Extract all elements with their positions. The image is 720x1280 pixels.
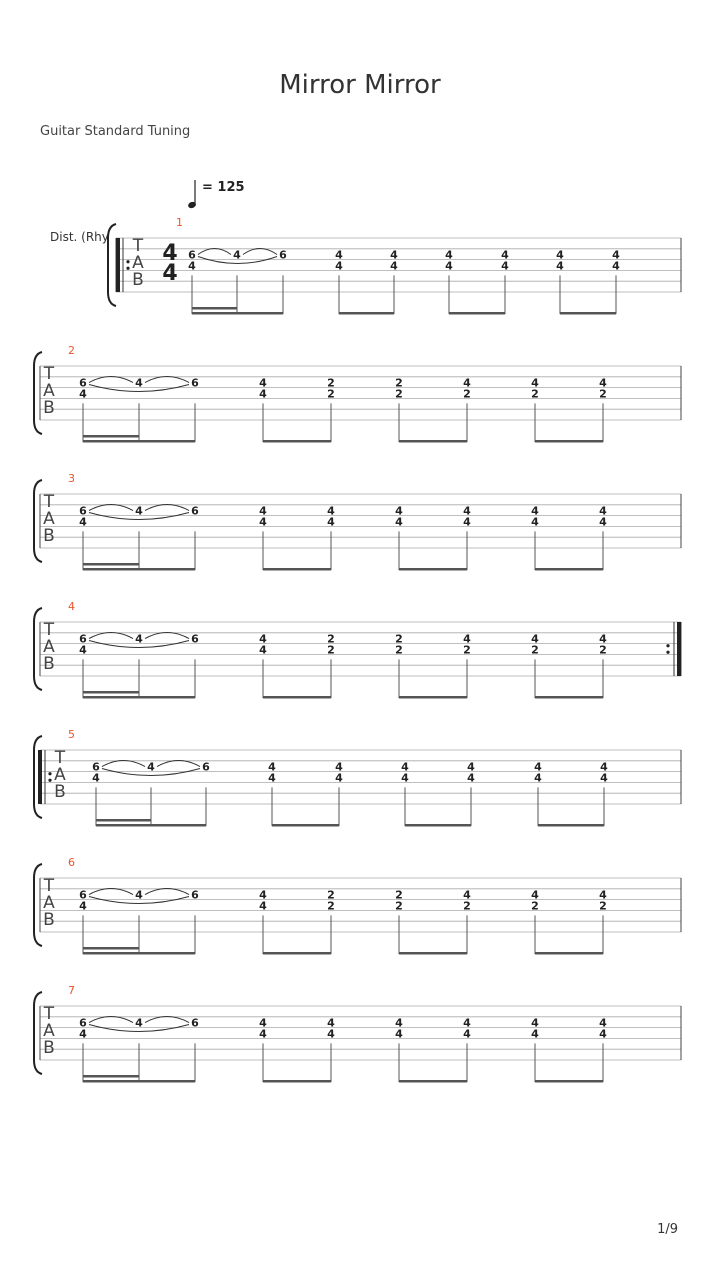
measure-number: 4 <box>68 600 75 613</box>
fret-number: 4 <box>534 760 542 774</box>
fret-number: 4 <box>259 387 267 401</box>
tab-clef-letter: T <box>43 876 55 896</box>
repeat-dot <box>48 772 51 775</box>
fret-number: 4 <box>599 1016 607 1030</box>
fret-number: 4 <box>335 760 343 774</box>
staff-brace <box>34 864 42 946</box>
fret-number: 4 <box>390 248 398 262</box>
fret-number: 4 <box>531 376 539 390</box>
fret-number: 6 <box>79 376 87 390</box>
fret-number: 4 <box>463 504 471 518</box>
slur <box>102 761 145 767</box>
fret-number: 2 <box>599 643 607 657</box>
measure-number: 5 <box>68 728 75 741</box>
fret-number: 2 <box>395 888 403 902</box>
tab-clef-letter: T <box>43 1004 55 1024</box>
beam <box>272 824 339 827</box>
beam <box>96 819 151 822</box>
slur <box>198 249 231 255</box>
repeat-start-bar <box>116 238 120 292</box>
fret-number: 6 <box>191 504 199 518</box>
slur <box>145 889 189 895</box>
beam <box>83 563 139 566</box>
beam <box>263 568 331 571</box>
tab-clef-letter: B <box>43 654 55 674</box>
fret-number: 4 <box>188 259 196 273</box>
fret-number: 6 <box>79 888 87 902</box>
beam <box>535 696 603 699</box>
beam <box>83 440 195 443</box>
fret-number: 4 <box>531 888 539 902</box>
fret-number: 4 <box>268 760 276 774</box>
slur <box>89 505 133 511</box>
fret-number: 4 <box>463 888 471 902</box>
beam <box>535 1080 603 1083</box>
fret-number: 6 <box>79 632 87 646</box>
fret-number: 4 <box>600 771 608 785</box>
fret-number: 4 <box>135 376 143 390</box>
fret-number: 4 <box>79 643 87 657</box>
fret-number: 2 <box>395 899 403 913</box>
fret-number: 2 <box>463 643 471 657</box>
fret-number: 4 <box>599 376 607 390</box>
tab-clef-letter: B <box>43 526 55 546</box>
repeat-dot <box>48 779 51 782</box>
tab-clef-letter: A <box>43 1021 55 1041</box>
tempo-value: = 125 <box>202 180 245 195</box>
fret-number: 4 <box>79 1027 87 1041</box>
slur <box>145 377 189 383</box>
repeat-end-bar <box>677 622 681 676</box>
tab-clef-letter: T <box>43 492 55 512</box>
fret-number: 4 <box>327 504 335 518</box>
fret-number: 4 <box>335 259 343 273</box>
fret-number: 4 <box>390 259 398 273</box>
tab-system <box>0 727 720 837</box>
tab-system <box>0 471 720 581</box>
slur <box>89 633 133 639</box>
fret-number: 4 <box>599 515 607 529</box>
fret-number: 4 <box>531 515 539 529</box>
tab-clef-letter: T <box>54 748 66 768</box>
tab-clef-letter: A <box>43 509 55 529</box>
time-signature: 4 <box>162 241 178 266</box>
fret-number: 4 <box>327 1016 335 1030</box>
tab-clef-letter: T <box>132 236 144 256</box>
fret-number: 4 <box>531 1027 539 1041</box>
fret-number: 4 <box>463 515 471 529</box>
slur <box>89 377 133 383</box>
tab-clef-letter: A <box>132 253 144 273</box>
fret-number: 4 <box>259 515 267 529</box>
tab-system <box>0 215 720 325</box>
beam <box>399 1080 467 1083</box>
slur <box>243 249 277 255</box>
tab-clef-letter: B <box>54 782 66 802</box>
tab-clef-letter: B <box>132 270 144 290</box>
fret-number: 4 <box>534 771 542 785</box>
fret-number: 2 <box>463 387 471 401</box>
fret-number: 4 <box>79 387 87 401</box>
beam <box>96 824 206 827</box>
fret-number: 2 <box>531 643 539 657</box>
slur <box>157 761 200 767</box>
fret-number: 4 <box>147 760 155 774</box>
tab-clef-letter: T <box>43 620 55 640</box>
staff-brace <box>34 480 42 562</box>
fret-number: 2 <box>531 387 539 401</box>
slur <box>145 633 189 639</box>
tab-system <box>0 855 720 965</box>
fret-number: 6 <box>202 760 210 774</box>
repeat-dot <box>666 644 669 647</box>
slur <box>89 1017 133 1023</box>
beam <box>83 1080 195 1083</box>
staff-brace <box>34 608 42 690</box>
tab-clef-letter: A <box>43 893 55 913</box>
beam <box>399 568 467 571</box>
measure-number: 3 <box>68 472 75 485</box>
fret-number: 2 <box>327 632 335 646</box>
beam <box>263 1080 331 1083</box>
beam <box>83 952 195 955</box>
fret-number: 2 <box>327 888 335 902</box>
slur <box>145 505 189 511</box>
fret-number: 4 <box>401 760 409 774</box>
beam <box>263 952 331 955</box>
time-signature: 4 <box>162 261 178 286</box>
fret-number: 4 <box>233 248 241 262</box>
fret-number: 4 <box>531 632 539 646</box>
fret-number: 2 <box>395 376 403 390</box>
fret-number: 2 <box>599 899 607 913</box>
tuning-label: Guitar Standard Tuning <box>40 124 191 139</box>
beam <box>263 696 331 699</box>
repeat-dot <box>126 260 129 263</box>
repeat-dot <box>126 267 129 270</box>
tab-clef-letter: A <box>43 637 55 657</box>
beam <box>535 952 603 955</box>
fret-number: 2 <box>395 387 403 401</box>
fret-number: 4 <box>463 632 471 646</box>
measure-number: 6 <box>68 856 75 869</box>
beam <box>399 696 467 699</box>
fret-number: 4 <box>467 760 475 774</box>
beam <box>560 312 616 315</box>
track-name: Dist. (Rhy <box>50 230 109 244</box>
fret-number: 4 <box>599 632 607 646</box>
fret-number: 4 <box>259 632 267 646</box>
fret-number: 4 <box>395 504 403 518</box>
fret-number: 4 <box>600 760 608 774</box>
tab-clef-letter: T <box>43 364 55 384</box>
measure-number: 1 <box>176 216 183 229</box>
measure-number: 7 <box>68 984 75 997</box>
slur <box>145 1017 189 1023</box>
fret-number: 4 <box>268 771 276 785</box>
beam <box>399 440 467 443</box>
beam <box>83 691 139 694</box>
fret-number: 4 <box>445 259 453 273</box>
fret-number: 4 <box>531 504 539 518</box>
fret-number: 6 <box>79 1016 87 1030</box>
tab-clef-letter: B <box>43 1038 55 1058</box>
tab-system <box>0 343 720 453</box>
fret-number: 4 <box>335 248 343 262</box>
fret-number: 4 <box>599 888 607 902</box>
song-title: Mirror Mirror <box>279 70 441 100</box>
fret-number: 2 <box>395 632 403 646</box>
fret-number: 4 <box>259 888 267 902</box>
fret-number: 4 <box>327 515 335 529</box>
fret-number: 4 <box>327 1027 335 1041</box>
fret-number: 4 <box>445 248 453 262</box>
fret-number: 2 <box>395 643 403 657</box>
beam <box>83 947 139 950</box>
fret-number: 4 <box>135 1016 143 1030</box>
fret-number: 4 <box>259 899 267 913</box>
fret-number: 4 <box>79 899 87 913</box>
fret-number: 4 <box>135 888 143 902</box>
fret-number: 4 <box>79 515 87 529</box>
beam <box>538 824 604 827</box>
beam <box>339 312 394 315</box>
fret-number: 4 <box>401 771 409 785</box>
tab-clef-letter: B <box>43 398 55 418</box>
beam <box>399 952 467 955</box>
beam <box>83 696 195 699</box>
fret-number: 2 <box>327 643 335 657</box>
beam <box>535 440 603 443</box>
fret-number: 4 <box>501 248 509 262</box>
fret-number: 2 <box>531 899 539 913</box>
tab-system <box>0 983 720 1093</box>
fret-number: 4 <box>395 1016 403 1030</box>
page-number: 1/9 <box>657 1222 678 1237</box>
fret-number: 6 <box>191 376 199 390</box>
beam <box>192 307 237 310</box>
fret-number: 6 <box>188 248 196 262</box>
fret-number: 4 <box>135 632 143 646</box>
fret-number: 6 <box>79 504 87 518</box>
fret-number: 4 <box>556 248 564 262</box>
beam <box>83 435 139 438</box>
tab-clef-letter: B <box>43 910 55 930</box>
fret-number: 4 <box>135 504 143 518</box>
fret-number: 6 <box>92 760 100 774</box>
slur <box>89 889 133 895</box>
fret-number: 4 <box>599 1027 607 1041</box>
beam <box>192 312 283 315</box>
fret-number: 4 <box>612 248 620 262</box>
fret-number: 2 <box>327 376 335 390</box>
fret-number: 6 <box>279 248 287 262</box>
fret-number: 4 <box>463 1027 471 1041</box>
fret-number: 6 <box>191 1016 199 1030</box>
tab-clef-letter: A <box>43 381 55 401</box>
fret-number: 4 <box>92 771 100 785</box>
repeat-dot <box>666 651 669 654</box>
fret-number: 4 <box>556 259 564 273</box>
measure-number: 2 <box>68 344 75 357</box>
fret-number: 2 <box>463 899 471 913</box>
beam <box>449 312 505 315</box>
fret-number: 6 <box>191 632 199 646</box>
beam <box>263 440 331 443</box>
fret-number: 4 <box>612 259 620 273</box>
repeat-start-bar <box>38 750 42 804</box>
fret-number: 2 <box>327 899 335 913</box>
staff-brace <box>34 352 42 434</box>
fret-number: 4 <box>599 504 607 518</box>
fret-number: 4 <box>259 376 267 390</box>
fret-number: 6 <box>191 888 199 902</box>
fret-number: 4 <box>259 643 267 657</box>
beam <box>405 824 471 827</box>
fret-number: 4 <box>335 771 343 785</box>
fret-number: 4 <box>259 504 267 518</box>
fret-number: 4 <box>463 1016 471 1030</box>
fret-number: 4 <box>463 376 471 390</box>
beam <box>83 568 195 571</box>
fret-number: 2 <box>327 387 335 401</box>
fret-number: 4 <box>395 515 403 529</box>
fret-number: 2 <box>599 387 607 401</box>
fret-number: 4 <box>395 1027 403 1041</box>
staff-brace <box>34 992 42 1074</box>
tab-clef-letter: A <box>54 765 66 785</box>
beam <box>83 1075 139 1078</box>
fret-number: 4 <box>531 1016 539 1030</box>
tab-system <box>0 599 720 709</box>
staff-brace <box>108 224 116 306</box>
fret-number: 4 <box>259 1027 267 1041</box>
fret-number: 4 <box>501 259 509 273</box>
fret-number: 4 <box>467 771 475 785</box>
beam <box>535 568 603 571</box>
fret-number: 4 <box>259 1016 267 1030</box>
